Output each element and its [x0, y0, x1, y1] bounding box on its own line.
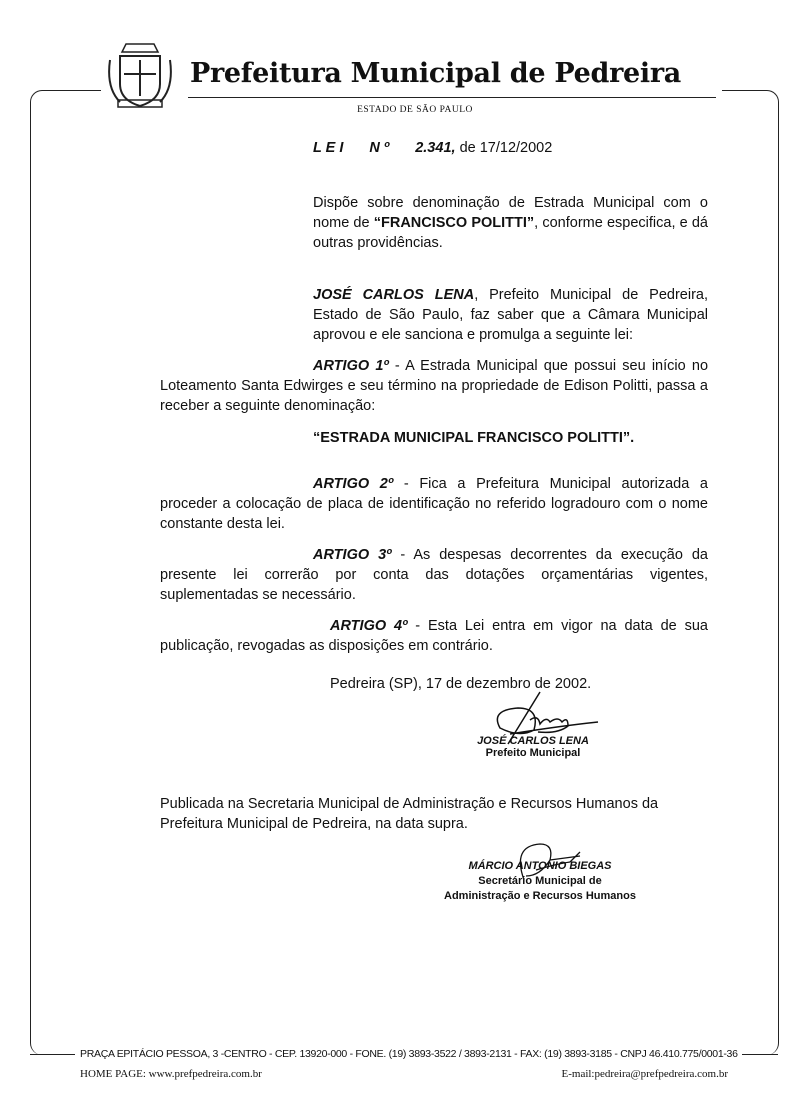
- article-label: ARTIGO 3º: [313, 547, 392, 563]
- preamble-text: , Prefeito Municipal de Pedreira, Estado de São Paulo, faz saber que a Câmara Municipal aprovou e ele sanciona e promulga a seguinte lei:: [313, 287, 709, 343]
- article-label: ARTIGO 4º: [330, 618, 408, 634]
- signature1-block: [433, 735, 633, 759]
- preamble: [313, 285, 708, 345]
- coat-of-arms-logo: [104, 38, 176, 114]
- law-number: 2.341,: [415, 140, 456, 156]
- article-4: [160, 616, 708, 656]
- article-text: - A Estrada Municipal que possui seu início no Loteamento Santa Edwirges e seu término na propriedade de Edison Politti, passa a receber a seguinte denominação:: [160, 358, 709, 414]
- signature2-title2: Administração e Recursos Humanos: [444, 890, 636, 902]
- article-3: [160, 545, 708, 605]
- law-heading: [313, 140, 552, 156]
- numero-label: N º: [369, 140, 390, 156]
- ementa: [313, 193, 708, 253]
- header-title: Prefeitura Municipal de Pedreira: [190, 58, 681, 89]
- ementa-text-end: , conforme especifica, e dá outras providências.: [313, 215, 708, 251]
- mayor-name: JOSÉ CARLOS LENA: [313, 287, 475, 303]
- footer-email: E-mail:pedreira@prefpedreira.com.br: [561, 1068, 728, 1080]
- article-text: - Fica a Prefeitura Municipal autorizada a proceder a colocação de placa de identificação no referido logradouro com o nome constante desta lei.: [160, 476, 708, 532]
- article-text: - Esta Lei entra em vigor na data de sua publicação, revogadas as disposições em contrário.: [160, 618, 708, 654]
- article-label: ARTIGO 2º: [313, 476, 394, 492]
- signature2-block: [400, 859, 680, 904]
- signature1-name: JOSÉ CARLOS LENA: [477, 735, 589, 747]
- footer-address: PRAÇA EPITÁCIO PESSOA, 3 -CENTRO - CEP. 13920-000 - FONE. (19) 3893-3522 / 3893-2131 - FAX: (19) 3893-3185 - CNPJ 46.410.775/0001-36: [80, 1048, 738, 1060]
- article-2: [160, 474, 708, 534]
- ementa-text: Dispõe sobre denominação de Estrada Municipal com o nome de: [313, 195, 708, 231]
- signature2-name: MÁRCIO ANTONIO BIEGAS: [468, 860, 612, 872]
- publication-note: Publicada na Secretaria Municipal de Administração e Recursos Humanos da Prefeitura Municipal de Pedreira, na data supra.: [160, 796, 659, 832]
- lei-label: L E I: [313, 140, 344, 156]
- header-state: ESTADO DE SÃO PAULO: [357, 105, 473, 115]
- denomination: “ESTRADA MUNICIPAL FRANCISCO POLITTI”.: [313, 430, 635, 446]
- footer-homepage: HOME PAGE: www.prefpedreira.com.br: [80, 1068, 262, 1080]
- signature2-title1: Secretário Municipal de: [478, 875, 602, 887]
- signature1-title: Prefeito Municipal: [485, 747, 581, 759]
- article-1: [160, 356, 708, 416]
- ementa-name: “FRANCISCO POLITTI”: [373, 215, 535, 231]
- article-text: - As despesas decorrentes da execução da presente lei correrão por conta das dotações orçamentárias vigentes, suplementadas se necessário.: [160, 547, 708, 603]
- article-label: ARTIGO 1º: [313, 358, 389, 374]
- law-date: de 17/12/2002: [459, 140, 553, 156]
- place-date: Pedreira (SP), 17 de dezembro de 2002.: [330, 676, 592, 692]
